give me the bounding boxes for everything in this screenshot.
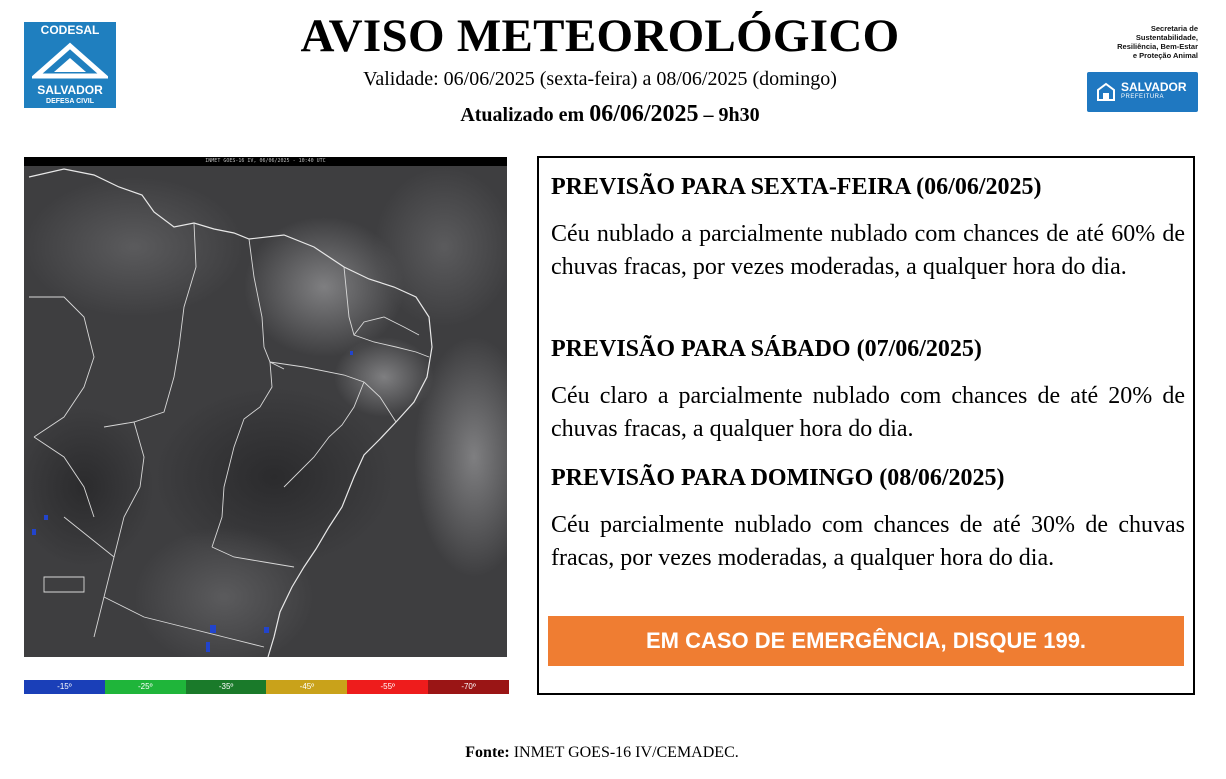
source-footer [0, 742, 1204, 764]
updated-text [240, 100, 980, 129]
scale-segment: -55º [347, 680, 428, 694]
forecast-text-saturday: Céu claro a parcialmente nublado com chances de até 20% de chuvas fracas, a qualquer hora do dia. [551, 383, 1185, 442]
secretaria-line-4: e Proteção Animal [1132, 51, 1198, 60]
source-text: INMET GOES-16 IV/CEMADEC. [509, 744, 739, 761]
scale-segment: -15º [24, 680, 105, 694]
temperature-scale [24, 680, 509, 694]
forecast-text-friday: Céu nublado a parcialmente nublado com chances de até 60% de chuvas fracas, por vezes moderadas, a qualquer hora do dia. [551, 221, 1185, 280]
civil-defense-emblem-icon [32, 42, 108, 82]
codesal-logo-name: SALVADOR [37, 83, 103, 97]
scale-segment: -35º [186, 680, 267, 694]
secretaria-line-1: Secretaria de [1150, 24, 1198, 33]
satellite-map-graphic [24, 157, 507, 657]
updated-prefix: Atualizado em [460, 104, 590, 126]
emergency-banner: EM CASO DE EMERGÊNCIA, DISQUE 199. [548, 616, 1184, 666]
prefeitura-name: SALVADOR [1121, 80, 1187, 94]
codesal-logo [24, 22, 116, 108]
updated-date: 06/06/2025 [589, 101, 699, 127]
page-title: AVISO METEOROLÓGICO [300, 10, 900, 62]
scale-segment: -45º [266, 680, 347, 694]
satellite-image [24, 157, 507, 657]
validity-text: Validade: 06/06/2025 (sexta-feira) a 08/06/2025 (domingo) [363, 68, 837, 90]
secretaria-logo-text [1090, 24, 1198, 60]
prefeitura-sub: PREFEITURA [1121, 94, 1165, 100]
source-label: Fonte: [465, 744, 510, 761]
codesal-logo-bottom [24, 84, 116, 106]
forecast-box [537, 156, 1195, 695]
codesal-logo-top: CODESAL [40, 23, 100, 37]
forecast-title-friday: PREVISÃO PARA SEXTA-FEIRA (06/06/2025) [551, 174, 1042, 200]
city-crest-icon [1095, 81, 1117, 103]
scale-segment: -70º [428, 680, 509, 694]
forecast-text-sunday: Céu parcialmente nublado com chances de até 30% de chuvas fracas, por vezes moderadas, a qualquer hora do dia. [551, 512, 1185, 571]
prefeitura-logo [1087, 72, 1198, 112]
forecast-title-saturday: PREVISÃO PARA SÁBADO (07/06/2025) [551, 336, 982, 362]
codesal-logo-sub: DEFESA CIVIL [46, 98, 94, 105]
updated-time: – 9h30 [698, 104, 760, 126]
secretaria-line-2: Sustentabilidade, [1135, 33, 1198, 42]
secretaria-line-3: Resiliência, Bem-Estar [1117, 42, 1198, 51]
forecast-title-sunday: PREVISÃO PARA DOMINGO (08/06/2025) [551, 465, 1005, 491]
prefeitura-logo-text [1121, 81, 1187, 101]
scale-segment: -25º [105, 680, 186, 694]
satellite-caption: INMET GOES-16 IV, 06/06/2025 - 10:40 UTC [24, 157, 507, 166]
